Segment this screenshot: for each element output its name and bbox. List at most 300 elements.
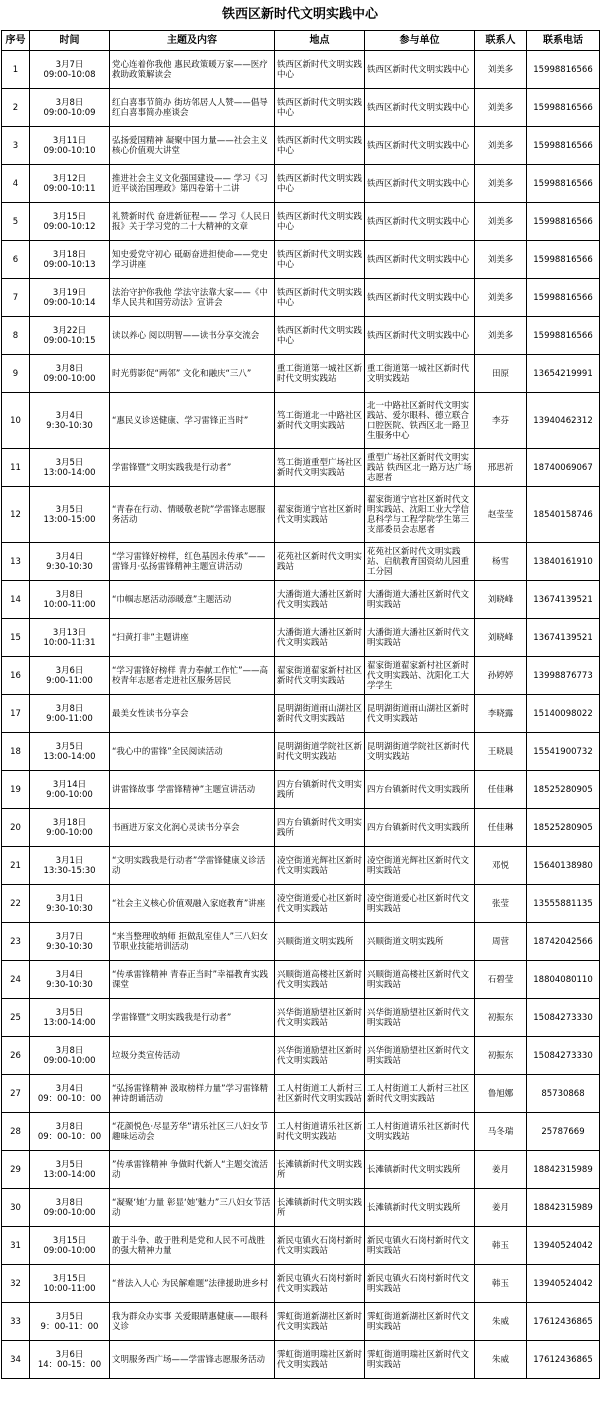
row-topic: 学雷锋暨“文明实践我是行动者” — [110, 449, 275, 487]
row-date: 3月18日 — [52, 249, 87, 260]
row-time-range: 09:00-10:12 — [43, 221, 96, 232]
row-contact: 田原 — [475, 355, 527, 393]
row-organization: 大潘街道大潘社区新时代文明实践站 — [365, 581, 475, 619]
row-organization: 昆明湖街道雨山湖社区新时代文明实践站 — [365, 695, 475, 733]
row-contact: 初振东 — [475, 1037, 527, 1075]
row-date: 3月8日 — [55, 1121, 84, 1132]
row-place: 翟家街道宁官社区新时代文明实践站 — [275, 487, 365, 543]
row-place: 长滩镇新时代文明实践所 — [275, 1151, 365, 1189]
row-phone: 18525280905 — [527, 809, 600, 847]
row-topic: “学习雷锋好榜样，红色基因永传承”——雷锋月·弘扬雷锋精神主题宣讲活动 — [110, 543, 275, 581]
row-number: 23 — [2, 923, 30, 961]
row-time — [30, 1265, 110, 1303]
row-time-range: 13:30-15:30 — [43, 865, 96, 876]
row-organization: 四方台镇新时代文明实践所 — [365, 771, 475, 809]
table-row — [2, 355, 600, 393]
row-date: 3月5日 — [55, 1007, 84, 1018]
row-time — [30, 51, 110, 89]
row-contact: 邓悦 — [475, 847, 527, 885]
table-body — [2, 51, 600, 1379]
row-contact: 任佳琳 — [475, 809, 527, 847]
row-number: 33 — [2, 1303, 30, 1341]
row-place: 工人村街道请乐社区新时代文明实践站 — [275, 1113, 365, 1151]
row-organization: 霁虹街道明瑞社区新时代文明实践站 — [365, 1341, 475, 1379]
row-time-range: 9:30-10:30 — [46, 941, 93, 952]
row-contact: 李芬 — [475, 393, 527, 449]
row-topic: 党心连着你我他 惠民政策暖万家——医疗救助政策解读会 — [110, 51, 275, 89]
row-time — [30, 1113, 110, 1151]
row-number: 24 — [2, 961, 30, 999]
row-topic: “文明实践我是行动者”学雷锋健康义诊活动 — [110, 847, 275, 885]
row-phone: 18540158746 — [527, 487, 600, 543]
row-time — [30, 885, 110, 923]
row-time-range: 14：00-15：00 — [37, 1359, 102, 1370]
row-contact: 王晓晨 — [475, 733, 527, 771]
row-number: 22 — [2, 885, 30, 923]
row-organization: 大潘街道大潘社区新时代文明实践站 — [365, 619, 475, 657]
activity-table — [1, 30, 600, 1379]
row-organization: 铁西区新时代文明实践中心 — [365, 279, 475, 317]
table-row — [2, 695, 600, 733]
row-organization: 长滩镇新时代文明实践所 — [365, 1189, 475, 1227]
row-contact: 石碧莹 — [475, 961, 527, 999]
row-contact: 赵莹莹 — [475, 487, 527, 543]
row-contact: 刘美多 — [475, 51, 527, 89]
row-date: 3月15日 — [52, 211, 87, 222]
row-date: 3月18日 — [52, 817, 87, 828]
row-time-range: 10:00-11:00 — [43, 1283, 96, 1294]
row-date: 3月4日 — [55, 1083, 84, 1094]
row-topic: “花颜悦色·尽显芳华”请乐社区三八妇女节趣味运动会 — [110, 1113, 275, 1151]
row-date: 3月8日 — [55, 1197, 84, 1208]
row-time-range: 9:30-10:30 — [46, 979, 93, 990]
row-date: 3月7日 — [55, 59, 84, 70]
row-time — [30, 487, 110, 543]
row-time — [30, 279, 110, 317]
row-contact: 刘美多 — [475, 241, 527, 279]
row-time — [30, 847, 110, 885]
row-time-range: 09:00-10:11 — [43, 183, 96, 194]
table-row — [2, 847, 600, 885]
table-row — [2, 1037, 600, 1075]
row-date: 3月5日 — [55, 1159, 84, 1170]
table-row — [2, 317, 600, 355]
row-time-range: 13:00-15:00 — [43, 514, 96, 525]
row-organization: 新民屯镇火石岗村新时代文明实践站 — [365, 1265, 475, 1303]
row-date: 3月14日 — [52, 779, 87, 790]
row-phone: 15640138980 — [527, 847, 600, 885]
header-cell: 地点 — [275, 31, 365, 51]
row-time — [30, 619, 110, 657]
table-row — [2, 89, 600, 127]
row-time-range: 9：00-11：00 — [40, 1321, 99, 1332]
row-phone: 15998816566 — [527, 165, 600, 203]
row-topic: 最美女性读书分享会 — [110, 695, 275, 733]
header-cell: 联系人 — [475, 31, 527, 51]
row-phone: 13674139521 — [527, 619, 600, 657]
row-place: 昆明湖街道雨山湖社区新时代文明实践站 — [275, 695, 365, 733]
row-number: 29 — [2, 1151, 30, 1189]
row-topic: “弘扬雷锋精神 汲取榜样力量”学习雷锋精神诗朗诵活动 — [110, 1075, 275, 1113]
row-time-range: 09:00-10:00 — [43, 373, 96, 384]
row-time-range: 9:00-11:00 — [46, 713, 93, 724]
table-row — [2, 733, 600, 771]
row-contact: 周营 — [475, 923, 527, 961]
row-organization: 四方台镇新时代文明实践所 — [365, 809, 475, 847]
row-phone: 13840161910 — [527, 543, 600, 581]
row-topic: “我心中的雷锋”全民阅读活动 — [110, 733, 275, 771]
row-place: 铁西区新时代文明实践中心 — [275, 317, 365, 355]
row-phone: 18525280905 — [527, 771, 600, 809]
table-row — [2, 1265, 600, 1303]
row-topic: 文明服务西广场——学雷锋志愿服务活动 — [110, 1341, 275, 1379]
row-time-range: 09:00-10:00 — [43, 1207, 96, 1218]
table-row — [2, 449, 600, 487]
table-row — [2, 581, 600, 619]
row-time — [30, 1227, 110, 1265]
row-time-range: 9:30-10:30 — [46, 903, 93, 914]
table-row — [2, 241, 600, 279]
row-time — [30, 393, 110, 449]
table-row — [2, 1303, 600, 1341]
row-date: 3月8日 — [55, 589, 84, 600]
row-number: 10 — [2, 393, 30, 449]
row-organization: 凌空街道光辉社区新时代文明实践站 — [365, 847, 475, 885]
table-row — [2, 809, 600, 847]
row-date: 3月5日 — [55, 741, 84, 752]
row-number: 13 — [2, 543, 30, 581]
row-number: 8 — [2, 317, 30, 355]
header-cell: 时间 — [30, 31, 110, 51]
row-phone: 15998816566 — [527, 203, 600, 241]
row-time — [30, 127, 110, 165]
row-number: 32 — [2, 1265, 30, 1303]
row-time — [30, 165, 110, 203]
row-time — [30, 809, 110, 847]
row-topic: “青春在行动、情暖敬老院”学雷锋志愿服务活动 — [110, 487, 275, 543]
row-date: 3月12日 — [52, 173, 87, 184]
row-phone: 15998816566 — [527, 317, 600, 355]
row-date: 3月5日 — [55, 504, 84, 515]
row-contact: 刘美多 — [475, 127, 527, 165]
row-phone: 18742042566 — [527, 923, 600, 961]
table-row — [2, 1189, 600, 1227]
row-time-range: 9:00-10:00 — [46, 827, 93, 838]
row-time — [30, 241, 110, 279]
row-place: 铁西区新时代文明实践中心 — [275, 127, 365, 165]
row-time-range: 09：00-10：00 — [37, 1093, 102, 1104]
header-cell: 主题及内容 — [110, 31, 275, 51]
row-date: 3月8日 — [55, 97, 84, 108]
row-contact: 初振东 — [475, 999, 527, 1037]
row-phone: 18842315989 — [527, 1151, 600, 1189]
table-row — [2, 657, 600, 695]
row-place: 铁西区新时代文明实践中心 — [275, 279, 365, 317]
row-place: 四方台镇新时代文明实践所 — [275, 771, 365, 809]
row-date: 3月6日 — [55, 1349, 84, 1360]
row-number: 26 — [2, 1037, 30, 1075]
row-organization: 兴华街道励望社区新时代文明实践站 — [365, 999, 475, 1037]
row-contact: 刘晓峰 — [475, 581, 527, 619]
row-contact: 刘美多 — [475, 203, 527, 241]
row-number: 31 — [2, 1227, 30, 1265]
row-time-range: 13:00-14:00 — [43, 1017, 96, 1028]
row-place: 笃工街道重型广场社区新时代文明实践站 — [275, 449, 365, 487]
row-number: 4 — [2, 165, 30, 203]
row-phone: 15084273330 — [527, 999, 600, 1037]
row-date: 3月19日 — [52, 287, 87, 298]
row-topic: “凝聚‘她’力量 彰显‘她’魅力”三八妇女节活动 — [110, 1189, 275, 1227]
row-topic: 知史爱党守初心 砥砺奋进担使命——党史学习讲座 — [110, 241, 275, 279]
row-topic: “社会主义核心价值观融入家庭教育”讲座 — [110, 885, 275, 923]
row-organization: 新民屯镇火石岗村新时代文明实践站 — [365, 1227, 475, 1265]
row-organization: 铁西区新时代文明实践中心 — [365, 203, 475, 241]
row-time — [30, 355, 110, 393]
table-row — [2, 393, 600, 449]
row-phone: 13654219991 — [527, 355, 600, 393]
row-contact: 马冬瑞 — [475, 1113, 527, 1151]
row-date: 3月4日 — [55, 410, 84, 421]
header-cell: 参与单位 — [365, 31, 475, 51]
table-row — [2, 279, 600, 317]
row-phone: 13940462312 — [527, 393, 600, 449]
table-row — [2, 51, 600, 89]
row-place: 兴顺街道高楼社区新时代文明实践站 — [275, 961, 365, 999]
row-place: 大潘街道大潘社区新时代文明实践站 — [275, 581, 365, 619]
row-time — [30, 1341, 110, 1379]
row-topic: 垃圾分类宣传活动 — [110, 1037, 275, 1075]
row-time — [30, 317, 110, 355]
table-row — [2, 1227, 600, 1265]
row-phone: 13555881135 — [527, 885, 600, 923]
row-topic: “惠民义诊送健康、学习雷锋正当时” — [110, 393, 275, 449]
table-row — [2, 203, 600, 241]
row-number: 14 — [2, 581, 30, 619]
row-time — [30, 1037, 110, 1075]
row-time-range: 13:00-14:00 — [43, 1169, 96, 1180]
row-organization: 铁西区新时代文明实践中心 — [365, 89, 475, 127]
row-organization: 花苑社区新时代文明实践站、启航教育国资幼儿园重工分园 — [365, 543, 475, 581]
row-phone: 15998816566 — [527, 89, 600, 127]
row-contact: 张莹 — [475, 885, 527, 923]
row-topic: “扫黄打非”主题讲座 — [110, 619, 275, 657]
row-number: 18 — [2, 733, 30, 771]
row-time — [30, 733, 110, 771]
table-row — [2, 999, 600, 1037]
row-phone: 15998816566 — [527, 279, 600, 317]
row-place: 霁虹街道新湖社区新时代文明实践站 — [275, 1303, 365, 1341]
row-place: 长滩镇新时代文明实践所 — [275, 1189, 365, 1227]
row-contact: 姜月 — [475, 1189, 527, 1227]
row-date: 3月15日 — [52, 1273, 87, 1284]
row-place: 花苑社区新时代文明实践站 — [275, 543, 365, 581]
row-place: 重工街道第一城社区新时代文明实践站 — [275, 355, 365, 393]
row-number: 19 — [2, 771, 30, 809]
row-phone: 13674139521 — [527, 581, 600, 619]
row-contact: 孙婷婷 — [475, 657, 527, 695]
row-time-range: 10:00-11:00 — [43, 599, 96, 610]
row-time-range: 9:00-11:00 — [46, 675, 93, 686]
row-date: 3月8日 — [55, 703, 84, 714]
row-place: 兴顺街道文明实践所 — [275, 923, 365, 961]
row-phone: 15140098022 — [527, 695, 600, 733]
row-time-range: 09:00-10:00 — [43, 1055, 96, 1066]
row-date: 3月5日 — [55, 457, 84, 468]
row-contact: 鲁旭娜 — [475, 1075, 527, 1113]
row-place: 铁西区新时代文明实践中心 — [275, 51, 365, 89]
row-place: 昆明湖街道学院社区新时代文明实践站 — [275, 733, 365, 771]
row-time — [30, 89, 110, 127]
table-header-row — [2, 31, 600, 51]
row-date: 3月4日 — [55, 551, 84, 562]
row-organization: 北一中路社区新时代文明实践站、爱尔眼科、德立联合口腔医院、铁西区北一路卫生服务中心 — [365, 393, 475, 449]
row-time-range: 09:00-10:08 — [43, 69, 96, 80]
row-phone: 13940524042 — [527, 1265, 600, 1303]
row-contact: 李晓露 — [475, 695, 527, 733]
row-date: 3月22日 — [52, 325, 87, 336]
row-place: 新民屯镇火石岗村新时代文明实践站 — [275, 1265, 365, 1303]
row-contact: 任佳琳 — [475, 771, 527, 809]
row-organization: 凌空街道爱心社区新时代文明实践站 — [365, 885, 475, 923]
row-number: 6 — [2, 241, 30, 279]
row-phone: 85730868 — [527, 1075, 600, 1113]
row-time — [30, 1151, 110, 1189]
row-time-range: 09：00-10：00 — [37, 1131, 102, 1142]
row-time-range: 09:00-10:15 — [43, 335, 96, 346]
row-topic: 敢于斗争、敢于胜利是党和人民不可战胜的强大精神力量 — [110, 1227, 275, 1265]
table-row — [2, 1341, 600, 1379]
row-topic: 时光剪影促“两邻” 文化和融庆“三八” — [110, 355, 275, 393]
row-contact: 刘美多 — [475, 165, 527, 203]
row-time-range: 9:00-10:00 — [46, 789, 93, 800]
row-time — [30, 961, 110, 999]
row-time — [30, 695, 110, 733]
row-organization: 工人村街道请乐社区新时代文明实践站 — [365, 1113, 475, 1151]
row-time — [30, 543, 110, 581]
row-number: 3 — [2, 127, 30, 165]
row-phone: 15998816566 — [527, 51, 600, 89]
row-time — [30, 1303, 110, 1341]
row-topic: 学雷锋暨“文明实践我是行动者” — [110, 999, 275, 1037]
row-time-range: 13:00-14:00 — [43, 751, 96, 762]
row-date: 3月15日 — [52, 1235, 87, 1246]
row-date: 3月8日 — [55, 1045, 84, 1056]
row-time-range: 09:00-10:13 — [43, 259, 96, 270]
row-place: 凌空街道光辉社区新时代文明实践站 — [275, 847, 365, 885]
row-organization: 铁西区新时代文明实践中心 — [365, 51, 475, 89]
row-number: 2 — [2, 89, 30, 127]
row-phone: 13940524042 — [527, 1227, 600, 1265]
table-row — [2, 127, 600, 165]
row-place: 铁西区新时代文明实践中心 — [275, 165, 365, 203]
row-date: 3月1日 — [55, 893, 84, 904]
row-number: 27 — [2, 1075, 30, 1113]
row-number: 25 — [2, 999, 30, 1037]
row-organization: 工人村街道工人新村三社区新时代文明实践站 — [365, 1075, 475, 1113]
row-number: 9 — [2, 355, 30, 393]
document-title: 铁西区新时代文明实践中心 — [221, 7, 378, 22]
row-place: 翟家街道翟家新村社区新时代文明实践站 — [275, 657, 365, 695]
row-phone: 18842315989 — [527, 1189, 600, 1227]
row-place: 新民屯镇火石岗村新时代文明实践站 — [275, 1227, 365, 1265]
row-topic: 讲雷锋故事 学雷锋精神”主题宣讲活动 — [110, 771, 275, 809]
row-time-range: 09:00-10:14 — [43, 297, 96, 308]
row-phone: 15541900732 — [527, 733, 600, 771]
row-place: 笃工街道北一中路社区新时代文明实践站 — [275, 393, 365, 449]
row-time — [30, 999, 110, 1037]
row-date: 3月6日 — [55, 665, 84, 676]
row-time — [30, 657, 110, 695]
row-place: 兴华街道励望社区新时代文明实践站 — [275, 999, 365, 1037]
row-number: 7 — [2, 279, 30, 317]
row-number: 20 — [2, 809, 30, 847]
row-number: 16 — [2, 657, 30, 695]
row-number: 21 — [2, 847, 30, 885]
row-time — [30, 1075, 110, 1113]
table-row — [2, 771, 600, 809]
row-organization: 铁西区新时代文明实践中心 — [365, 317, 475, 355]
row-place: 工人村街道工人新村三社区新时代文明实践站 — [275, 1075, 365, 1113]
row-time-range: 10:00-11:31 — [43, 637, 96, 648]
row-time — [30, 1189, 110, 1227]
row-place: 四方台镇新时代文明实践所 — [275, 809, 365, 847]
row-contact: 刘晓峰 — [475, 619, 527, 657]
row-time — [30, 203, 110, 241]
row-time — [30, 923, 110, 961]
row-topic: ”传承雷锋精神 争做时代新人“主题交流活动 — [110, 1151, 275, 1189]
table-row — [2, 619, 600, 657]
row-time — [30, 771, 110, 809]
row-topic: “普法入人心 为民解难题”法律援助进乡村 — [110, 1265, 275, 1303]
row-topic: 读以养心 阅以明智——读书分享交流会 — [110, 317, 275, 355]
table-row — [2, 923, 600, 961]
row-topic: 书画进万家文化润心灵读书分享会 — [110, 809, 275, 847]
row-topic: “传承雷锋精神 青春正当时”幸福教育实践课堂 — [110, 961, 275, 999]
row-time-range: 09:00-10:09 — [43, 107, 96, 118]
row-date: 3月1日 — [55, 855, 84, 866]
row-organization: 翟家街道宁官社区新时代文明实践站、沈阳工业大学信息科学与工程学院学生第三支部委员会志愿者 — [365, 487, 475, 543]
row-date: 3月7日 — [55, 931, 84, 942]
row-number: 1 — [2, 51, 30, 89]
row-phone: 18804080110 — [527, 961, 600, 999]
row-time-range: 09:00-10:00 — [43, 1245, 96, 1256]
row-number: 34 — [2, 1341, 30, 1379]
row-place: 铁西区新时代文明实践中心 — [275, 89, 365, 127]
table-row — [2, 885, 600, 923]
row-contact: 刘美多 — [475, 317, 527, 355]
row-contact: 朱威 — [475, 1341, 527, 1379]
table-row — [2, 487, 600, 543]
row-contact: 刘美多 — [475, 279, 527, 317]
row-organization: 重型广场社区新时代文明实践站 铁西区北一路万达广场志愿者 — [365, 449, 475, 487]
row-topic: “学习雷锋好榜样 青力奉献工作忙”——高校青年志愿者走进社区服务居民 — [110, 657, 275, 695]
row-topic: 红白喜事节简办 街坊邻居人人赞——倡导红白喜事简办座谈会 — [110, 89, 275, 127]
row-place: 铁西区新时代文明实践中心 — [275, 203, 365, 241]
row-organization: 兴顺街道文明实践所 — [365, 923, 475, 961]
row-topic: 礼赞新时代 奋进新征程—— 学习《人民日报》关于学习党的二十大精神的文章 — [110, 203, 275, 241]
table-row — [2, 1075, 600, 1113]
row-date: 3月13日 — [52, 627, 87, 638]
row-phone: 15998816566 — [527, 241, 600, 279]
row-number: 12 — [2, 487, 30, 543]
row-date: 3月8日 — [55, 363, 84, 374]
row-topic: “巾帼志愿活动添暖意”主题活动 — [110, 581, 275, 619]
row-number: 5 — [2, 203, 30, 241]
row-time-range: 9:30-10:30 — [46, 561, 93, 572]
row-phone: 17612436865 — [527, 1341, 600, 1379]
table-row — [2, 543, 600, 581]
table-row — [2, 165, 600, 203]
